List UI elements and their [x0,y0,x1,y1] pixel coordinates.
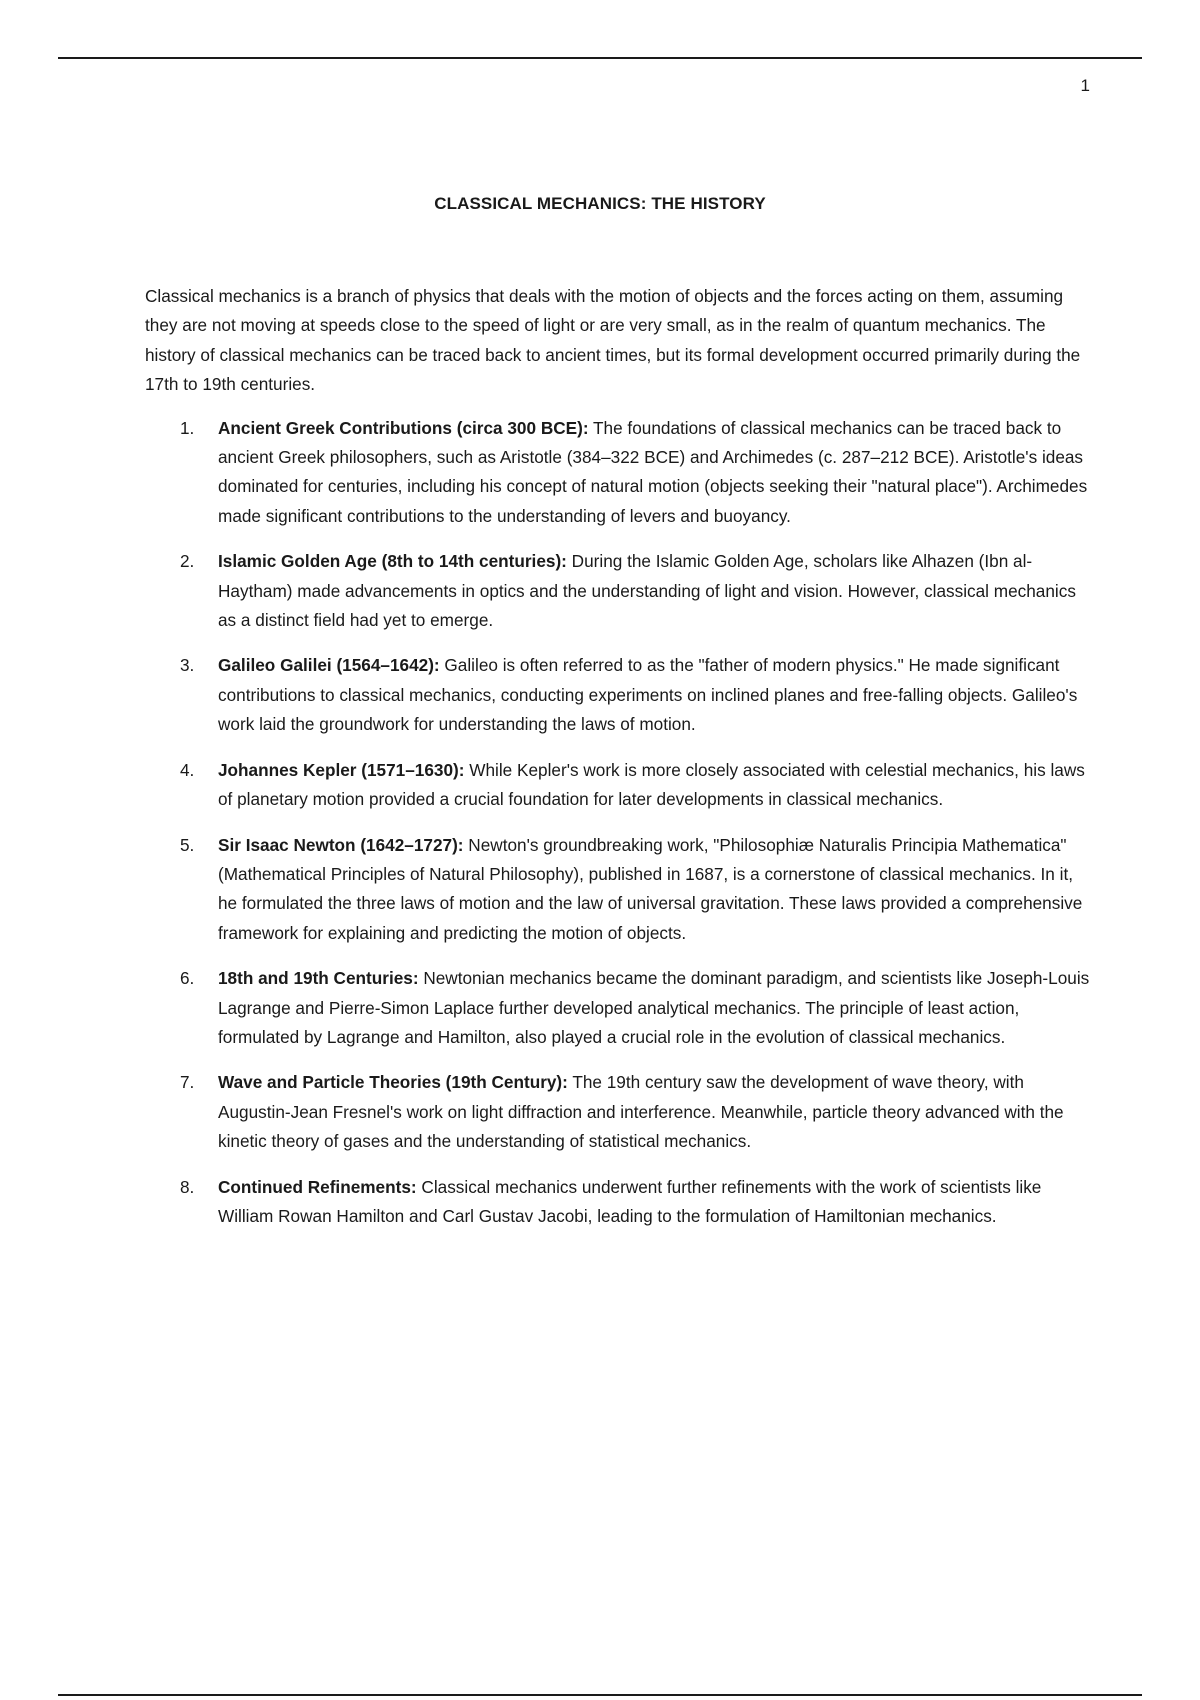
list-item-text: Newtonian mechanics became the dominant paradigm, and scientists like Joseph-Louis Lagrange and Pierre-Simon Laplace further developed analytical mechanics. The principle of least action, formulated by Lagrange and Hamilton, also played a crucial role in the evolution of classical mechanics. [218,968,1090,1047]
list-item [145,651,1090,739]
document-body [145,282,1090,1247]
list-item [145,547,1090,635]
list-item-heading: Continued Refinements: [218,1176,417,1197]
list-item-heading: Sir Isaac Newton (1642–1727): [218,834,464,855]
list-number: 8. [180,1176,195,1197]
list-item-text: The 19th century saw the development of wave theory, with Augustin-Jean Fresnel's work on light diffraction and interference. Meanwhile, particle theory advanced with the kinetic theory of gases and the understanding of statistical mechanics. [218,1072,1064,1152]
list-item-heading: Johannes Kepler (1571–1630): [218,759,465,780]
list-number: 2. [180,551,195,572]
list-item [145,964,1090,1052]
list-item-heading: Islamic Golden Age (8th to 14th centuries): [218,551,567,572]
list-item-heading: Galileo Galilei (1564–1642): [218,655,440,676]
intro-paragraph: Classical mechanics is a branch of physics that deals with the motion of objects and the forces acting on them, assuming they are not moving at speeds close to the speed of light or are very small, as in the realm of quantum mechanics. The history of classical mechanics can be traced back to ancient times, but its formal development occurred primarily during the 17th to 19th centuries. [145,286,1081,395]
document-title: CLASSICAL MECHANICS: THE HISTORY [434,194,766,213]
list-item-heading: Wave and Particle Theories (19th Century): [218,1072,568,1093]
list-number: 3. [180,655,195,676]
list-item [145,756,1090,815]
list-item-heading: 18th and 19th Centuries: [218,968,419,989]
list-number: 1. [180,417,195,438]
list-item-text: The foundations of classical mechanics can be traced back to ancient Greek philosophers, such as Aristotle (384–322 BCE) and Archimedes (c. 287–212 BCE). Aristotle's ideas dominated for centuries, including his concept of natural motion (objects seeking their "natural place"). Archimedes made significant contributions to the understanding of levers and buoyancy. [218,417,1088,526]
list-item-text: During the Islamic Golden Age, scholars like Alhazen (Ibn al-Haytham) made advancements in optics and the understanding of light and vision. However, classical mechanics as a distinct field had yet to emerge. [218,551,1076,631]
list-item-heading: Ancient Greek Contributions (circa 300 BCE): [218,417,589,438]
list-item [145,1173,1090,1232]
list-number: 7. [180,1072,195,1093]
list-item-text: While Kepler's work is more closely associated with celestial mechanics, his laws of planetary motion provided a crucial foundation for later developments in classical mechanics. [218,759,1085,810]
list-item-text: Classical mechanics underwent further refinements with the work of scientists like William Rowan Hamilton and Carl Gustav Jacobi, leading to the formulation of Hamiltonian mechanics. [218,1176,1042,1226]
list-item [145,414,1090,532]
list-number: 4. [180,759,195,780]
footer-rule [58,1694,1142,1696]
header-rule [58,57,1142,59]
list-number: 5. [180,834,195,855]
history-list [145,414,1090,1232]
list-item [145,831,1090,949]
list-item [145,1068,1090,1156]
list-number: 6. [180,968,195,989]
list-item-text: Galileo is often referred to as the "father of modern physics." He made significant contributions to classical mechanics, conducting experiments on inclined planes and free-falling objects. Galileo's work laid the groundwork for understanding the laws of motion. [218,655,1078,735]
list-item-text: Newton's groundbreaking work, "Philosophiæ Naturalis Principia Mathematica" (Mathematical Principles of Natural Philosophy), published in 1687, is a cornerstone of classical mechanics. In it, he formulated the three laws of motion and the law of universal gravitation. These laws provided a comprehensive framework for explaining and predicting the motion of objects. [218,834,1083,943]
page-number: 1 [1080,76,1090,95]
